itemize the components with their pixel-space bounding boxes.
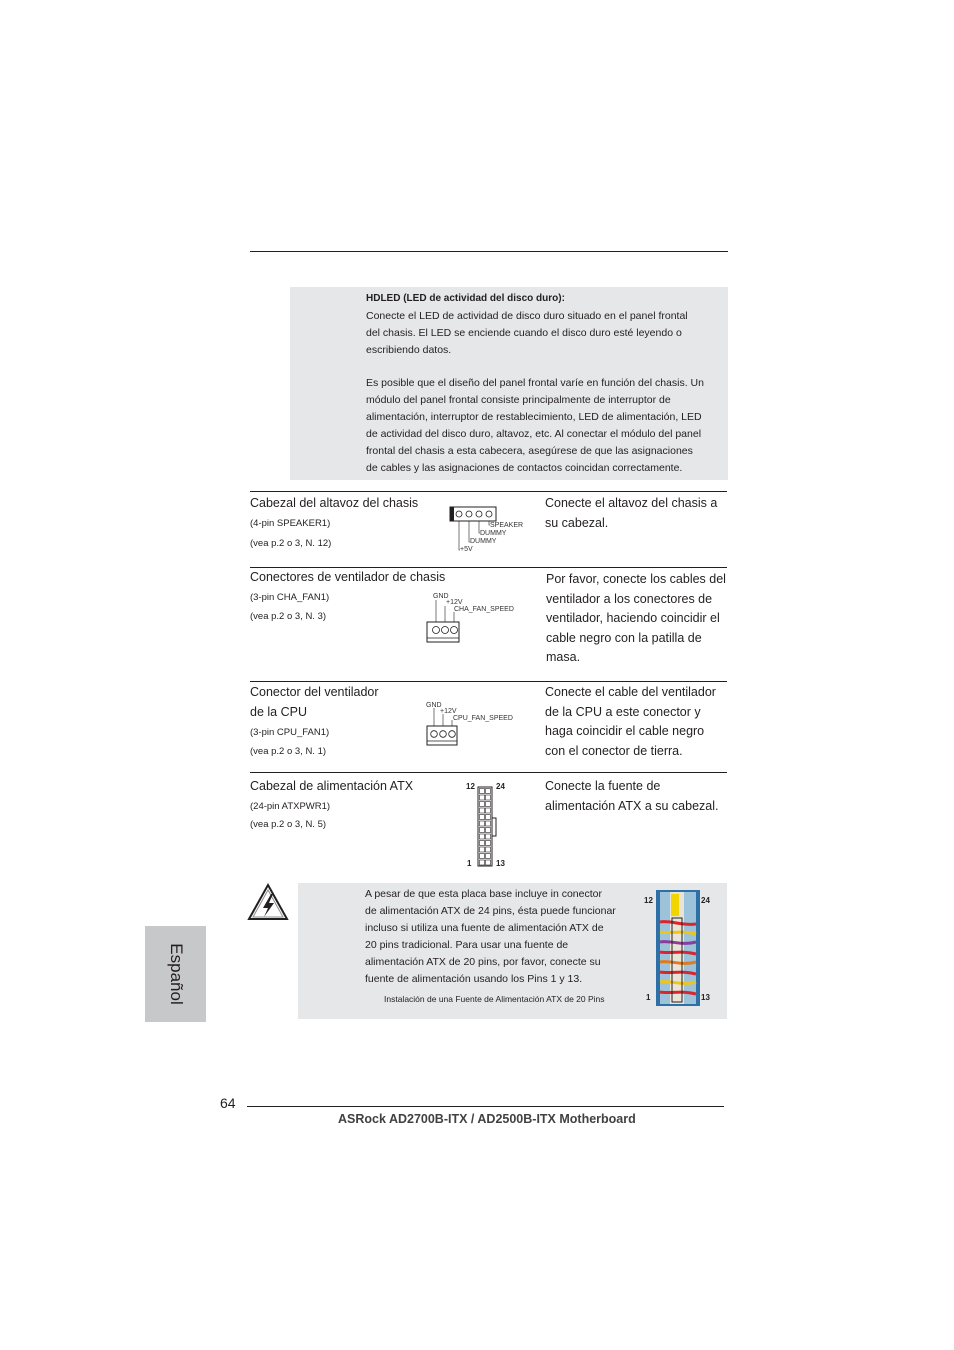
- atx-pin-cell: [486, 808, 491, 813]
- speaker-label: DUMMY: [470, 538, 497, 545]
- hdled-title: HDLED (LED de actividad del disco duro):: [366, 293, 565, 304]
- hdled-para-line: de actividad del disco duro, altavoz, etc. Al conectar el módulo del panel: [366, 428, 702, 440]
- footer-rule: [247, 1106, 724, 1107]
- cpufan-desc-line: con el conector de tierra.: [545, 743, 683, 758]
- atx-pin-cell: [486, 821, 491, 826]
- chafan-pin: (3-pin CHA_FAN1): [250, 592, 330, 603]
- chafan-label: CHA_FAN_SPEED: [454, 606, 514, 613]
- speaker-pin: (4-pin SPEAKER1): [250, 518, 331, 529]
- atx-pin-cell: [486, 854, 491, 859]
- atx-pin-cell: [486, 795, 491, 800]
- hdled-line: del chasis. El LED se enciende cuando el disco duro esté leyendo o: [366, 327, 682, 339]
- cpufan-title-line: Conector del ventilador: [250, 685, 379, 699]
- speaker-ref: (vea p.2 o 3, N. 12): [250, 538, 332, 549]
- hdled-text: [366, 308, 728, 477]
- chafan-label: +12V: [446, 599, 463, 606]
- warning-caption: Instalación de una Fuente de Alimentación ATX de 20 Pins: [384, 994, 605, 1004]
- atx-pin-cell: [480, 854, 485, 859]
- atx-pin-cell: [486, 815, 491, 820]
- language-tab[interactable]: [145, 926, 206, 1022]
- warning-line: fuente de alimentación usando los Pins 1 y 13.: [365, 973, 583, 985]
- speaker-desc: [545, 494, 717, 533]
- chafan-desc: [546, 570, 726, 668]
- cpufan-desc: [545, 683, 716, 761]
- atx-desc-line: alimentación ATX a su cabezal.: [545, 798, 719, 813]
- atx-pin-cell: [480, 828, 485, 833]
- top-rule: [250, 251, 728, 252]
- chafan-rule: [250, 567, 727, 568]
- speaker-rule: [250, 491, 727, 492]
- hdled-para-line: Es posible que el diseño del panel frontal varíe en función del chasis. Un: [366, 377, 704, 389]
- atx-pin-cell: [486, 828, 491, 833]
- atx-pin-top-right: 24: [496, 782, 505, 791]
- atx-desc-line: Conecte la fuente de: [545, 779, 661, 793]
- hdled-para-line: de cables y las asignaciones de contactos coincidan correctamente.: [366, 462, 683, 474]
- warning-line: A pesar de que esta placa base incluye in conector: [365, 888, 602, 900]
- atx-pin-cell: [480, 834, 485, 839]
- atx-pin-cell: [480, 860, 485, 865]
- warning-line: de alimentación ATX de 24 pins, ésta puede funcionar: [365, 905, 616, 917]
- speaker-label: DUMMY: [480, 530, 507, 537]
- chafan-desc-line: ventilador, haciendo coincidir el: [546, 611, 720, 625]
- warning-line: alimentación ATX de 20 pins, por favor, conecte su: [365, 956, 601, 968]
- cpufan-rule: [250, 681, 727, 682]
- atx-pin-cell: [480, 847, 485, 852]
- speaker-label: +5V: [460, 546, 473, 553]
- chafan-label: GND: [433, 593, 449, 600]
- cpufan-title: [250, 683, 379, 722]
- cpufan-label: GND: [426, 702, 442, 709]
- chafan-title: Conectores de ventilador de chasis: [250, 570, 446, 584]
- speaker-desc-line: Conecte el altavoz del chasis a: [545, 496, 718, 510]
- atx-pin-bottom-left: 1: [467, 859, 472, 868]
- warning-line: 20 pins tradicional. Para usar una fuente de: [365, 939, 569, 951]
- warning-pin-top-left: 12: [644, 896, 653, 905]
- atx-pin-cell: [480, 808, 485, 813]
- hdled-para-line: alimentación, interruptor de restablecimiento, LED de alimentación, LED: [366, 411, 702, 423]
- atx-pin-cell: [480, 802, 485, 807]
- warning-pin-top-right: 24: [701, 896, 710, 905]
- atx-pin-cell: [486, 841, 491, 846]
- atx-pin-top-left: 12: [466, 782, 475, 791]
- atx-pin-cell: [486, 834, 491, 839]
- warning-icon: [246, 882, 290, 922]
- cpufan-label: CPU_FAN_SPEED: [453, 715, 513, 722]
- cpufan-label: +12V: [440, 708, 457, 715]
- atx-title: Cabezal de alimentación ATX: [250, 779, 414, 793]
- atx-pin-cell: [486, 847, 491, 852]
- chafan-desc-line: Por favor, conecte los cables del: [546, 572, 726, 586]
- cpufan-pin: (3-pin CPU_FAN1): [250, 727, 330, 738]
- warning-text: [365, 886, 616, 988]
- atx-pin-cell: [486, 789, 491, 794]
- atx-pin-cell: [486, 860, 491, 865]
- atx-pin-cell: [480, 815, 485, 820]
- chafan-ref: (vea p.2 o 3, N. 3): [250, 611, 327, 622]
- hdled-line: Conecte el LED de actividad de disco duro situado en el panel frontal: [366, 310, 688, 322]
- cpufan-desc-line: Conecte el cable del ventilador: [545, 685, 716, 699]
- atx-header-diagram: [477, 786, 499, 868]
- warning-line: incluso si utiliza una fuente de alimentación ATX de: [365, 922, 604, 934]
- page-number: 64: [220, 1095, 236, 1111]
- speaker-title: Cabezal del altavoz del chasis: [250, 496, 419, 510]
- atx-pin-cell: [480, 789, 485, 794]
- atx-pin-bottom-right: 13: [496, 859, 505, 868]
- atx-pin-cell: [480, 795, 485, 800]
- atx-ref: (vea p.2 o 3, N. 5): [250, 819, 327, 830]
- cpufan-desc-line: haga coincidir el cable negro: [545, 724, 705, 738]
- speaker-label: SPEAKER: [490, 522, 524, 529]
- hdled-line: escribiendo datos.: [366, 344, 452, 356]
- hdled-para-line: módulo del panel frontal consiste principalmente de interruptor de: [366, 394, 671, 406]
- atx-20pin-photo: [656, 890, 700, 1006]
- chafan-desc-line: ventilador a los conectores de: [546, 591, 713, 606]
- warning-pin-bottom-left: 1: [646, 993, 651, 1002]
- atx-pin-cell: [480, 841, 485, 846]
- atx-pin: (24-pin ATXPWR1): [250, 801, 331, 812]
- language-tab-label: Español: [166, 943, 186, 1005]
- cpufan-desc-line: de la CPU a este conector y: [545, 704, 701, 719]
- chafan-desc-line: cable negro con la patilla de: [546, 630, 702, 645]
- atx-rule: [250, 772, 727, 773]
- cpufan-ref: (vea p.2 o 3, N. 1): [250, 746, 327, 757]
- speaker-desc-line: su cabezal.: [545, 515, 609, 530]
- atx-pin-cell: [486, 802, 491, 807]
- footer-product: ASRock AD2700B-ITX / AD2500B-ITX Motherboard: [338, 1112, 636, 1126]
- atx-pin-cell: [480, 821, 485, 826]
- hdled-para-line: frontal del chasis a esta cabecera, asegúrese de que las asignaciones: [366, 445, 693, 457]
- chafan-desc-line: masa.: [546, 650, 581, 664]
- atx-desc: [545, 777, 718, 816]
- warning-pin-bottom-right: 13: [701, 993, 710, 1002]
- cpufan-title-line: de la CPU: [250, 704, 307, 719]
